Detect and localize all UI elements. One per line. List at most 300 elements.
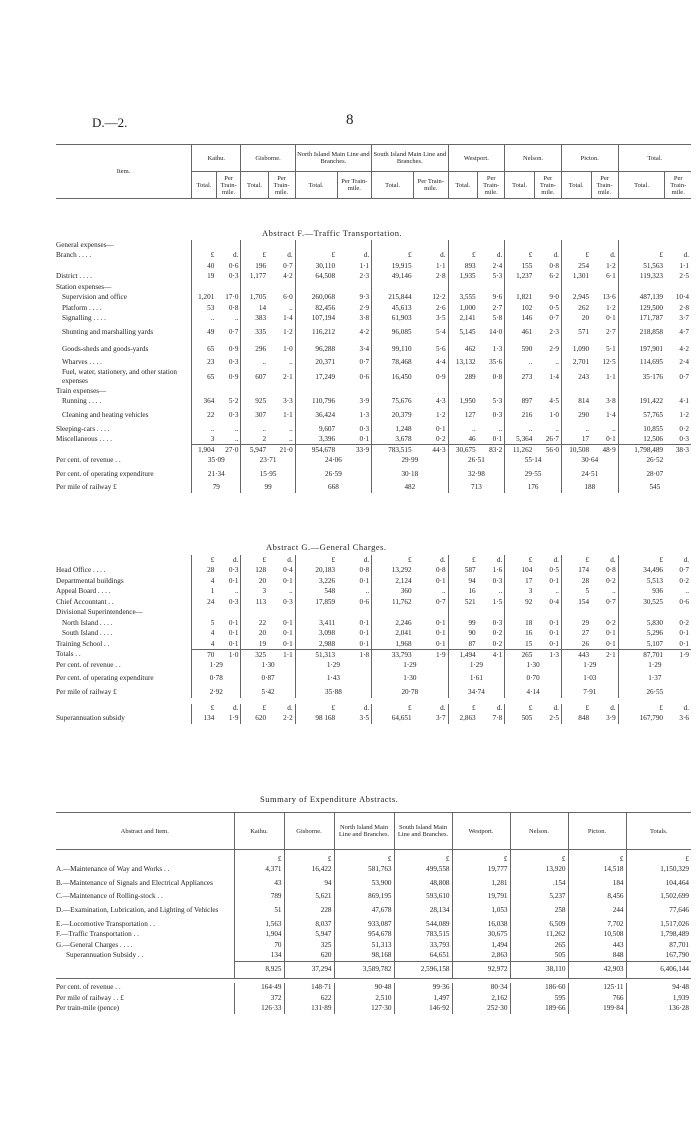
table-cell: 17,859: [295, 597, 337, 608]
table-cell: 19: [241, 639, 268, 650]
table-row: [56, 597, 691, 608]
table-cell: 1·3: [534, 650, 561, 661]
table-cell: 0·6: [359, 597, 370, 606]
table-cell: [505, 282, 535, 293]
unit-cell: d.: [440, 704, 446, 713]
line-header: Picton.: [561, 145, 618, 172]
table-cell: ..: [289, 587, 293, 596]
unit-cell: d.: [553, 704, 559, 713]
table-cell: 0·3: [228, 272, 239, 281]
table-cell: [241, 608, 268, 619]
table-cell: 2·1: [591, 650, 618, 661]
table-cell: 5·3: [492, 272, 503, 281]
table-cell: 11,262: [505, 445, 535, 456]
total-header: Total.: [561, 172, 591, 199]
table-cell: 0·3: [228, 358, 239, 367]
unit-cell: £: [452, 850, 510, 865]
unit-cell: £: [568, 850, 626, 865]
table-cell: [534, 386, 561, 397]
table-cell: [192, 240, 217, 251]
table-cell: 186·60: [510, 983, 568, 994]
table-cell: 3: [192, 434, 217, 445]
table-cell: 188: [561, 483, 618, 494]
table-cell: 26·59: [295, 466, 371, 483]
per-train-mile-header: Per Train-mile.: [337, 172, 372, 199]
table-cell: 0·5: [549, 303, 559, 312]
row-label: General expenses—: [56, 240, 114, 249]
table-cell: 1,821: [505, 293, 535, 304]
table-cell: 0·1: [228, 576, 239, 585]
table-cell: [478, 240, 505, 251]
table-cell: 4: [192, 576, 217, 587]
table-cell: [337, 282, 372, 293]
table-cell: 1·0: [216, 650, 241, 661]
table-cell: 216: [505, 407, 535, 424]
table-row: [56, 293, 691, 304]
table-cell: 33,793: [394, 940, 452, 951]
table-cell: 94: [448, 576, 478, 587]
table-cell: [448, 386, 478, 397]
table-cell: 3·5: [435, 314, 446, 323]
table-cell: 176: [505, 483, 562, 494]
table-cell: 43: [234, 875, 284, 892]
total-header: Total.: [372, 172, 414, 199]
table-cell: 24·51: [561, 466, 618, 483]
line-header: South Island Main Line and Branches.: [372, 145, 448, 172]
table-cell: 28·07: [618, 466, 691, 483]
table-cell: 5,513: [618, 576, 665, 587]
table-cell: 6,509: [510, 919, 568, 930]
table-cell: £: [241, 251, 268, 262]
table-cell: 364: [192, 396, 217, 407]
table-cell: [414, 386, 449, 397]
table-cell: [478, 608, 505, 619]
table-cell: 1·2: [283, 327, 293, 336]
table-cell: 4·14: [505, 687, 562, 698]
unit-cell: d.: [287, 704, 293, 713]
table-cell: [618, 608, 665, 619]
table-cell: 46: [448, 434, 478, 445]
table-cell: 0·4: [549, 597, 559, 606]
row-label: Branch . . . .: [56, 251, 92, 260]
summary-table: [56, 812, 691, 1014]
table-cell: 0·7: [606, 597, 616, 606]
table-cell: £: [295, 555, 337, 566]
table-row: [56, 455, 691, 466]
table-cell: 0·1: [549, 576, 559, 585]
table-cell: 1·30: [372, 671, 448, 688]
table-cell: [372, 282, 414, 293]
table-cell: ..: [289, 434, 293, 443]
table-cell: 5,364: [505, 434, 535, 445]
table-cell: 113: [241, 597, 268, 608]
table-cell: 13,292: [372, 566, 414, 577]
table-cell: 869,195: [334, 892, 394, 903]
table-cell: ..: [612, 587, 616, 596]
table-cell: 30,675: [452, 930, 510, 941]
unit-cell: £: [618, 704, 665, 714]
table-cell: 0·87: [241, 671, 295, 688]
table-cell: 0·8: [492, 372, 503, 381]
table-cell: [534, 282, 561, 293]
table-cell: 6,406,144: [626, 961, 691, 978]
table-cell: [192, 282, 217, 293]
table-cell: 70: [192, 650, 217, 661]
table-cell: ..: [289, 424, 293, 433]
table-cell: 0·1: [359, 639, 370, 648]
table-row: [56, 445, 691, 456]
table-cell: 1·8: [337, 650, 372, 661]
table-cell: 0·1: [549, 629, 559, 638]
table-cell: 1·4: [549, 372, 559, 381]
table-cell: [337, 608, 372, 619]
table-cell: 24: [192, 597, 217, 608]
row-label: D.—Examination, Lubrication, and Lighting of Vehicles: [56, 906, 219, 915]
table-cell: 47,678: [334, 902, 394, 919]
table-cell: 1·0: [283, 344, 293, 353]
table-cell: 34·74: [448, 687, 505, 698]
table-cell: 587: [448, 566, 478, 577]
table-cell: 544,089: [394, 919, 452, 930]
table-row: [56, 608, 691, 619]
table-row: [56, 704, 691, 714]
table-cell: [241, 386, 268, 397]
table-cell: 296: [241, 341, 268, 358]
row-label: Station expenses—: [56, 282, 112, 291]
table-cell: 199·84: [568, 1004, 626, 1015]
table-cell: 37,294: [284, 961, 334, 978]
table-cell: 55·14: [505, 455, 562, 466]
table-cell: 2·4: [679, 358, 689, 367]
table-cell: 1·29: [372, 660, 448, 671]
table-cell: £: [618, 251, 665, 262]
table-cell: 9·6: [492, 293, 503, 302]
table-cell: 5,830: [618, 618, 665, 629]
table-cell: d.: [610, 555, 616, 564]
table-cell: 499,558: [394, 864, 452, 875]
abstract-g-table: [56, 555, 691, 724]
table-cell: ..: [192, 424, 217, 435]
table-cell: ..: [448, 424, 478, 435]
unit-cell: d.: [496, 704, 503, 713]
table-cell: 1·2: [435, 410, 446, 419]
unit-cell: £: [192, 704, 217, 714]
table-cell: 19,777: [452, 864, 510, 875]
table-cell: 545: [618, 483, 691, 494]
row-label: South Island . . . .: [62, 629, 113, 638]
table-row: [56, 576, 691, 587]
per-train-mile-header: Per Train-mile.: [534, 172, 561, 199]
total-header: Total.: [241, 172, 268, 199]
table-cell: 35·88: [295, 687, 371, 698]
table-cell: 15: [505, 639, 535, 650]
row-label: [56, 445, 192, 456]
table-row: [56, 850, 691, 865]
per-train-mile-header: Per Train-mile.: [665, 172, 691, 199]
table-cell: [372, 240, 414, 251]
table-cell: 5·4: [435, 327, 446, 336]
table-cell: 252·30: [452, 1004, 510, 1015]
table-cell: 16: [448, 587, 478, 598]
table-row: [56, 875, 691, 892]
table-cell: 34,496: [618, 566, 665, 577]
table-cell: 17,249: [295, 368, 337, 386]
table-cell: 766: [568, 993, 626, 1004]
row-label: Superannuation subsidy: [56, 714, 125, 723]
table-cell: 0·8: [549, 261, 559, 270]
table-cell: 1,968: [372, 639, 414, 650]
unit-cell: £: [372, 704, 414, 714]
table-cell: 954,678: [334, 930, 394, 941]
row-label: Totals . .: [56, 650, 81, 659]
table-cell: 164·49: [234, 983, 284, 994]
table-cell: £: [448, 251, 478, 262]
table-cell: ..: [685, 587, 689, 596]
table-cell: 2,124: [372, 576, 414, 587]
table-cell: 167,790: [626, 951, 691, 962]
table-cell: 0·7: [359, 358, 370, 367]
row-label: C.—Maintenance of Rolling-stock . .: [56, 892, 163, 901]
table-cell: [414, 608, 449, 619]
table-cell: 783,515: [372, 445, 414, 456]
table-cell: 1,090: [561, 341, 591, 358]
table-cell: £: [372, 555, 414, 566]
table-cell: [414, 282, 449, 293]
table-cell: 0·1: [283, 576, 293, 585]
table-row: [56, 940, 691, 951]
table-cell: 265: [505, 650, 535, 661]
table-cell: 26·52: [618, 455, 691, 466]
table-cell: 2,863: [452, 951, 510, 962]
table-cell: ..: [505, 424, 535, 435]
table-cell: 53: [192, 303, 217, 314]
table-cell: 4·2: [283, 272, 293, 281]
table-row: [56, 993, 691, 1004]
table-cell: 789: [234, 892, 284, 903]
table-cell: 1,935: [448, 272, 478, 283]
table-cell: 0·8: [359, 566, 370, 575]
table-cell: 2·3: [549, 327, 559, 336]
table-cell: 9,607: [295, 424, 337, 435]
table-cell: [448, 240, 478, 251]
table-cell: 10·4: [675, 293, 689, 302]
table-cell: 98,168: [334, 951, 394, 962]
table-cell: ..: [498, 424, 503, 433]
table-cell: 134: [192, 714, 217, 724]
table-cell: d.: [440, 555, 446, 564]
table-cell: 104: [505, 566, 535, 577]
total-header: Total.: [448, 172, 478, 199]
table-cell: 571: [561, 324, 591, 341]
table-cell: 1: [192, 587, 217, 598]
table-cell: 33·9: [337, 445, 372, 456]
table-cell: 273: [505, 368, 535, 386]
summary-col-header: Nelson.: [510, 813, 568, 850]
table-cell: 1·37: [618, 671, 691, 688]
table-cell: 0·1: [359, 629, 370, 638]
row-label: Per mile of railway . . £: [56, 993, 124, 1002]
table-cell: 0·1: [283, 629, 293, 638]
table-cell: 38,110: [510, 961, 568, 978]
table-cell: ..: [289, 303, 293, 312]
table-cell: 1·1: [679, 261, 689, 270]
table-cell: ..: [561, 424, 591, 435]
table-cell: 9·0: [549, 293, 559, 302]
table-cell: 1,177: [241, 272, 268, 283]
table-cell: 461: [505, 324, 535, 341]
unit-cell: £: [394, 850, 452, 865]
table-cell: [295, 282, 337, 293]
table-cell: 1·2: [679, 410, 689, 419]
table-cell: 783,515: [394, 930, 452, 941]
table-cell: 90: [448, 629, 478, 640]
table-cell: 3,589,782: [334, 961, 394, 978]
table-cell: 22: [192, 407, 217, 424]
table-cell: 1·29: [561, 660, 618, 671]
row-label: Departmental buildings: [56, 576, 124, 585]
table-cell: ..: [365, 587, 370, 596]
table-cell: 4·5: [549, 397, 559, 406]
table-cell: 5·42: [241, 687, 295, 698]
table-cell: 505: [505, 714, 535, 724]
table-cell: 20: [561, 314, 591, 325]
table-row: [56, 396, 691, 407]
table-cell: 28,134: [394, 902, 452, 919]
table-cell: 44·3: [414, 445, 449, 456]
table-cell: 1·03: [561, 671, 618, 688]
table-cell: 0·1: [435, 576, 446, 585]
table-cell: 64,651: [394, 951, 452, 962]
table-cell: 12·2: [432, 293, 446, 302]
item-header: Item.: [56, 145, 192, 199]
table-cell: ..: [241, 358, 268, 369]
row-label: Shunting and marshalling yards: [62, 327, 154, 336]
table-cell: 2·4: [492, 261, 503, 270]
table-cell: 99,110: [372, 341, 414, 358]
table-cell: 482: [372, 483, 448, 494]
table-row: [56, 566, 691, 577]
table-cell: 196: [241, 261, 268, 272]
table-cell: 3·8: [359, 314, 370, 323]
table-cell: 3·7: [435, 714, 446, 723]
table-cell: 42,903: [568, 961, 626, 978]
table-cell: 713: [448, 483, 505, 494]
table-cell: 127: [448, 407, 478, 424]
table-cell: 289: [448, 368, 478, 386]
table-cell: 99: [448, 618, 478, 629]
table-cell: [414, 240, 449, 251]
table-cell: 128: [241, 566, 268, 577]
table-cell: 325: [284, 940, 334, 951]
table-cell: 5·8: [492, 314, 503, 323]
table-cell: 65: [192, 341, 217, 358]
table-cell: 119,323: [618, 272, 665, 283]
table-cell: 265: [510, 940, 568, 951]
table-cell: 0·1: [549, 618, 559, 627]
row-label: Per mile of railway £: [56, 483, 117, 492]
table-cell: 30,525: [618, 597, 665, 608]
table-cell: 49,146: [372, 272, 414, 283]
unit-cell: d.: [610, 704, 616, 713]
row-label: [56, 704, 192, 714]
table-row: [56, 629, 691, 640]
table-row: [56, 272, 691, 283]
table-cell: 26: [561, 639, 591, 650]
table-row: [56, 424, 691, 435]
table-cell: ..: [234, 434, 239, 443]
table-cell: [372, 386, 414, 397]
table-cell: 87,701: [626, 940, 691, 951]
unit-cell: £: [295, 704, 337, 714]
unit-cell: £: [505, 704, 535, 714]
table-row: [56, 639, 691, 650]
table-cell: 79: [192, 483, 241, 494]
table-cell: 146·92: [394, 1004, 452, 1015]
table-cell: 94: [284, 875, 334, 892]
table-cell: 0·1: [606, 639, 616, 648]
table-cell: £: [372, 251, 414, 262]
table-cell: 548: [295, 587, 337, 598]
table-cell: 2·6: [435, 303, 446, 312]
table-row: [56, 282, 691, 293]
row-label: Per mile of railway £: [56, 688, 117, 697]
table-cell: 360: [372, 587, 414, 598]
table-cell: 146: [505, 314, 535, 325]
table-cell: 16,038: [452, 919, 510, 930]
table-cell: 462: [448, 341, 478, 358]
table-cell: 3,396: [295, 434, 337, 445]
row-label: Goods-sheds and goods-yards: [62, 344, 149, 353]
table-cell: 443: [561, 650, 591, 661]
table-cell: [216, 240, 241, 251]
table-cell: 171,787: [618, 314, 665, 325]
table-row: [56, 466, 691, 483]
table-cell: 4: [192, 639, 217, 650]
table-cell: [241, 240, 268, 251]
table-cell: 28: [561, 576, 591, 587]
table-cell: [561, 386, 591, 397]
summary-col-header: North Island Main Line and Branches.: [334, 813, 394, 850]
row-label: Platform . . . .: [62, 303, 102, 312]
table-cell: 954,678: [295, 445, 337, 456]
table-cell: 0·1: [283, 618, 293, 627]
table-row: [56, 961, 691, 978]
table-cell: 325: [241, 650, 268, 661]
table-cell: 0·1: [283, 639, 293, 648]
table-cell: 110,796: [295, 396, 337, 407]
table-cell: 191,422: [618, 396, 665, 407]
table-cell: £: [618, 555, 665, 566]
table-cell: 11,762: [372, 597, 414, 608]
table-cell: 7·91: [561, 687, 618, 698]
table-cell: 0·3: [228, 597, 239, 606]
table-cell: [337, 240, 372, 251]
table-cell: 197,901: [618, 341, 665, 358]
table-row: [56, 358, 691, 369]
row-label: Divisional Superintendence—: [56, 608, 143, 617]
total-header: Total.: [192, 172, 217, 199]
table-cell: 36,424: [295, 407, 337, 424]
table-row: [56, 660, 691, 671]
table-cell: 1·29: [448, 660, 505, 671]
row-label: [56, 961, 234, 978]
table-cell: 1,201: [192, 293, 217, 304]
table-cell: 0·2: [492, 629, 503, 638]
total-header: Total.: [618, 172, 665, 199]
table-cell: 65: [192, 368, 217, 386]
table-cell: 13·6: [602, 293, 616, 302]
table-cell: 0·6: [679, 597, 689, 606]
